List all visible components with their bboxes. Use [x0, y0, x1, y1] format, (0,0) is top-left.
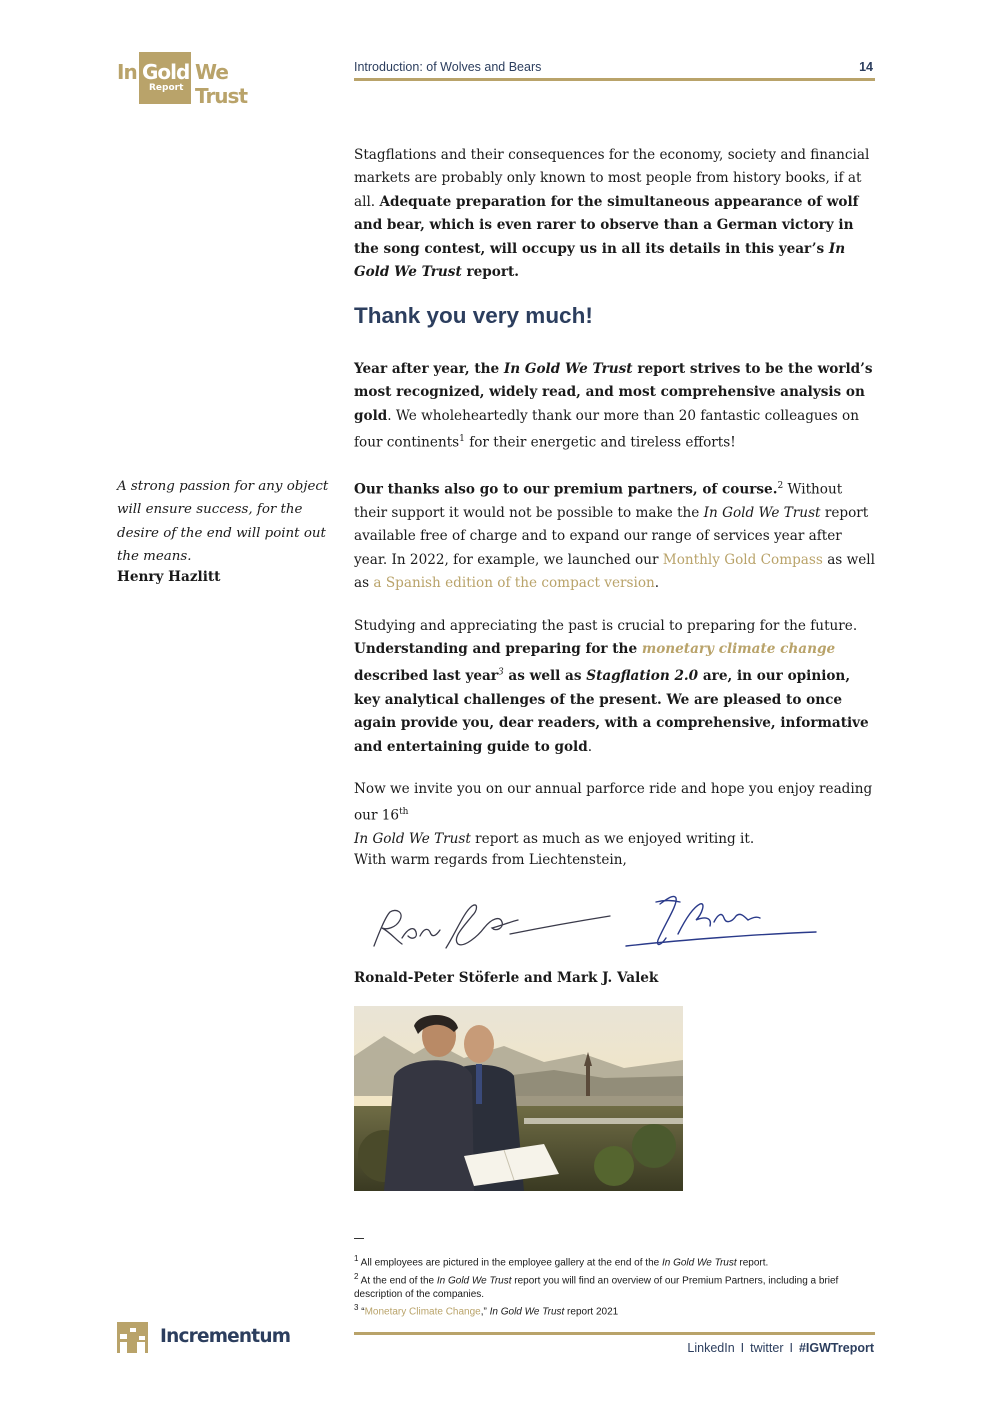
footnotes	[354, 1252, 874, 1319]
analysis-paragraph: Studying and appreciating the past is crucial to preparing for the future. Understanding and preparing for the monetary climate change described last year$^3$ as well as Stagflation 2.0 are, in our opinion, key analytical challenges of the present. We are pleased to once again provide you, dear readers, with a comprehensive, informative and entertaining guide to gold.	[354, 618, 869, 755]
page-number: 14	[859, 60, 873, 74]
authors-photo	[354, 1006, 683, 1191]
regards-line: With warm regards from Liechtenstein,	[354, 852, 627, 868]
section-heading: Thank you very much!	[354, 303, 593, 328]
in-gold-we-trust-logo	[117, 52, 277, 106]
signature-valek-icon	[626, 896, 816, 946]
incrementum-wordmark: Incrementum	[160, 1326, 291, 1347]
footnote-ref-2[interactable]: 2	[777, 481, 784, 491]
logo-gold-box	[139, 52, 191, 104]
incrementum-mark-icon	[117, 1322, 148, 1353]
logo-word-in: In	[117, 60, 137, 84]
partners-paragraph: Our thanks also go to our premium partners, of course.$^2$ Without their support it would not be possible to make the In Gold We Trust report available free of charge and to expand our range of services year after year. In 2022, for example, we launched our Monthly Gold Compass as well as a Spanish edition of the compact version.	[354, 481, 875, 592]
footer-rule	[354, 1332, 875, 1335]
invitation-paragraph: Now we invite you on our annual parforce ride and hope you enjoy reading our 16th In Gold We Trust report as much as we enjoyed writing it.	[354, 781, 873, 848]
quote-author: Henry Hazlitt	[117, 569, 221, 585]
footnote-3: $^3$ “Monetary Climate Change,” In Gold We Trust report 2021	[354, 1303, 619, 1318]
twitter-link[interactable]: twitter	[750, 1341, 784, 1355]
sidebar-quote: A strong passion for any object will ensure success, for the desire of the end will point out the means.	[117, 479, 329, 565]
thanks-paragraph: Year after year, the In Gold We Trust report strives to be the world’s most recognized, widely read, and most comprehensive analysis on gold. We wholeheartedly thank our more than 20 fantastic colleagues on four continents$^1$ for their energetic and tireless efforts!	[354, 361, 873, 451]
linkedin-link[interactable]: LinkedIn	[687, 1341, 735, 1355]
footer-links: LinkedIn I twitter I #IGWTreport	[687, 1341, 874, 1355]
logo-word-gold: Gold	[142, 60, 190, 84]
footnote-1: $^1$ All employees are pictured in the employee gallery at the end of the In Gold We Trust report.	[354, 1254, 769, 1269]
footnote-ref-3[interactable]: 3	[497, 667, 504, 678]
signature-stoeferle-icon	[374, 905, 610, 948]
hashtag-link[interactable]: #IGWTreport	[798, 1341, 874, 1355]
incrementum-logo	[117, 1320, 291, 1356]
logo-word-we-trust: We Trust	[195, 60, 248, 108]
chapter-title: Introduction: of Wolves and Bears	[354, 60, 542, 74]
footnote-divider	[354, 1238, 364, 1239]
signatures	[360, 882, 830, 962]
monthly-gold-compass-link[interactable]: Monthly Gold Compass	[662, 551, 823, 568]
logo-word-report: Report	[149, 83, 184, 93]
footnote-monetary-climate-change-link[interactable]: Monetary Climate Change	[364, 1306, 481, 1318]
footnote-ref-1[interactable]: 1	[459, 434, 465, 445]
signers-names: Ronald-Peter Stöferle and Mark J. Valek	[354, 970, 659, 986]
header-rule	[354, 78, 875, 81]
footnote-2: $^2$ At the end of the In Gold We Trust report you will find an overview of our Premium Partners, including a brief description of the companies.	[354, 1271, 839, 1300]
spanish-edition-link[interactable]: a Spanish edition of the compact version	[373, 575, 655, 592]
monetary-climate-change-link[interactable]: monetary climate change	[641, 641, 836, 658]
intro-paragraph: Stagflations and their consequences for the economy, society and financial markets are probably only known to most people from history books, if at all. Adequate preparation for the simultaneous appearance of wolf and bear, which is even rarer to observe than a German victory in the song contest, will occupy us in all its details in this year’s In Gold We Trust report.	[354, 147, 870, 281]
